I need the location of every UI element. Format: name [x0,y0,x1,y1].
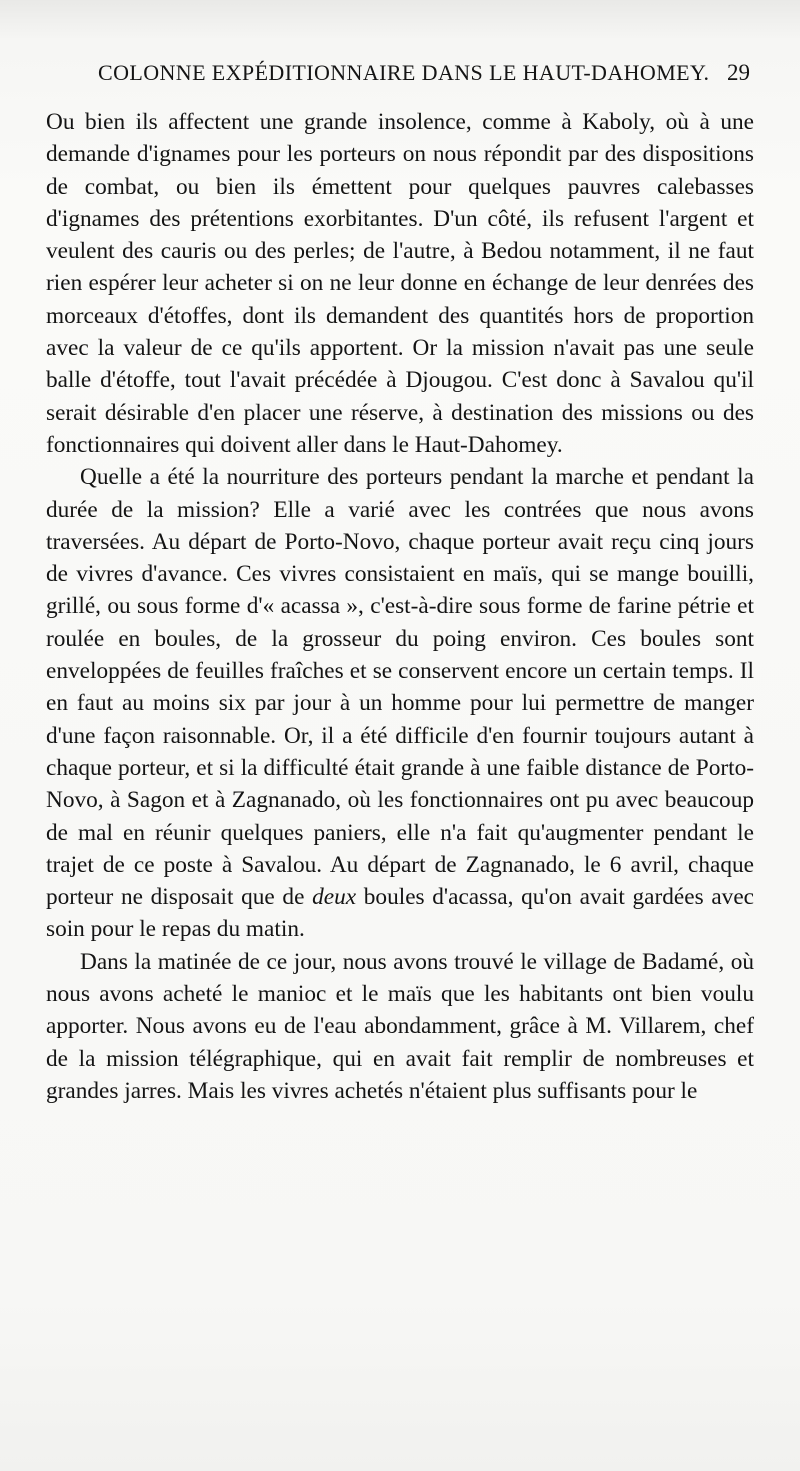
running-title: COLONNE EXPÉDITIONNAIRE DANS LE HAUT-DAHOMEY. [98,60,710,85]
paragraph-2-text-b: boules d'acassa, qu'on avait gardées avec soin pour le repas du matin. [46,884,755,943]
page-number: 29 [727,60,750,85]
paragraph-2 [46,461,754,945]
paragraph-2-text-a: Quelle a été la nourriture des porteurs pendant la marche et pendant la durée de la mission? Elle a varié avec les contrées que nous avons traversées. Au départ de Porto-Novo, chaque porteur avait reçu cinq jours de vivres d'avance. Ces vivres consistaient en maïs, qui se mange bouilli, grillé, ou sous forme d'« acassa », c'est-à-dire sous forme de farine pétrie et roulée en boules, de la grosseur du poing environ. Ces boules sont enveloppées de feuilles fraîches et se conservent encore un certain temps. Il en faut au moins six par jour à un homme pour lui permettre de manger d'une façon raisonnable. Or, il a été difficile d'en fournir toujours autant à chaque porteur, et si la difficulté était grande à une faible distance de Porto-Novo, à Sagon et à Zagnanado, où les fonctionnaires ont pu avec beaucoup de mal en réunir quelques paniers, elle n'a fait qu'augmenter pendant le trajet de ce poste à Savalou. Au départ de Zagnanado, le 6 avril, chaque porteur ne disposait que de [46,464,754,911]
paragraph-3: Dans la matinée de ce jour, nous avons trouvé le village de Badamé, où nous avons acheté le manioc et le maïs que les habitants ont bien voulu apporter. Nous avons eu de l'eau abondamment, grâce à M. Villarem, chef de la mission télégraphique, qui en avait fait remplir de nombreuses et grandes jarres. Mais les vivres achetés n'étaient plus suffisants pour le [46,948,754,1104]
body-text [46,106,754,1107]
paragraph-2-italic-word: deux [312,884,357,911]
running-header [60,60,750,90]
paragraph-1: Ou bien ils affectent une grande insolence, comme à Kaboly, où à une demande d'ignames pour les porteurs on nous répondit par des dispositions de combat, ou bien ils émettent pour quelques pauvres calebasses d'ignames des prétentions exorbitantes. D'un côté, ils refusent l'argent et veulent des cauris ou des perles; de l'autre, à Bedou notamment, il ne faut rien espérer leur acheter si on ne leur donne en échange de leur denrées des morceaux d'étoffes, dont ils demandent des quantités hors de proportion avec la valeur de ce qu'ils apportent. Or la mission n'avait pas une seule balle d'étoffe, tout l'avait précédée à Djougou. C'est donc à Savalou qu'il serait désirable d'en placer une réserve, à destination des missions ou des fonctionnaires qui doivent aller dans le Haut-Dahomey. [46,109,754,458]
